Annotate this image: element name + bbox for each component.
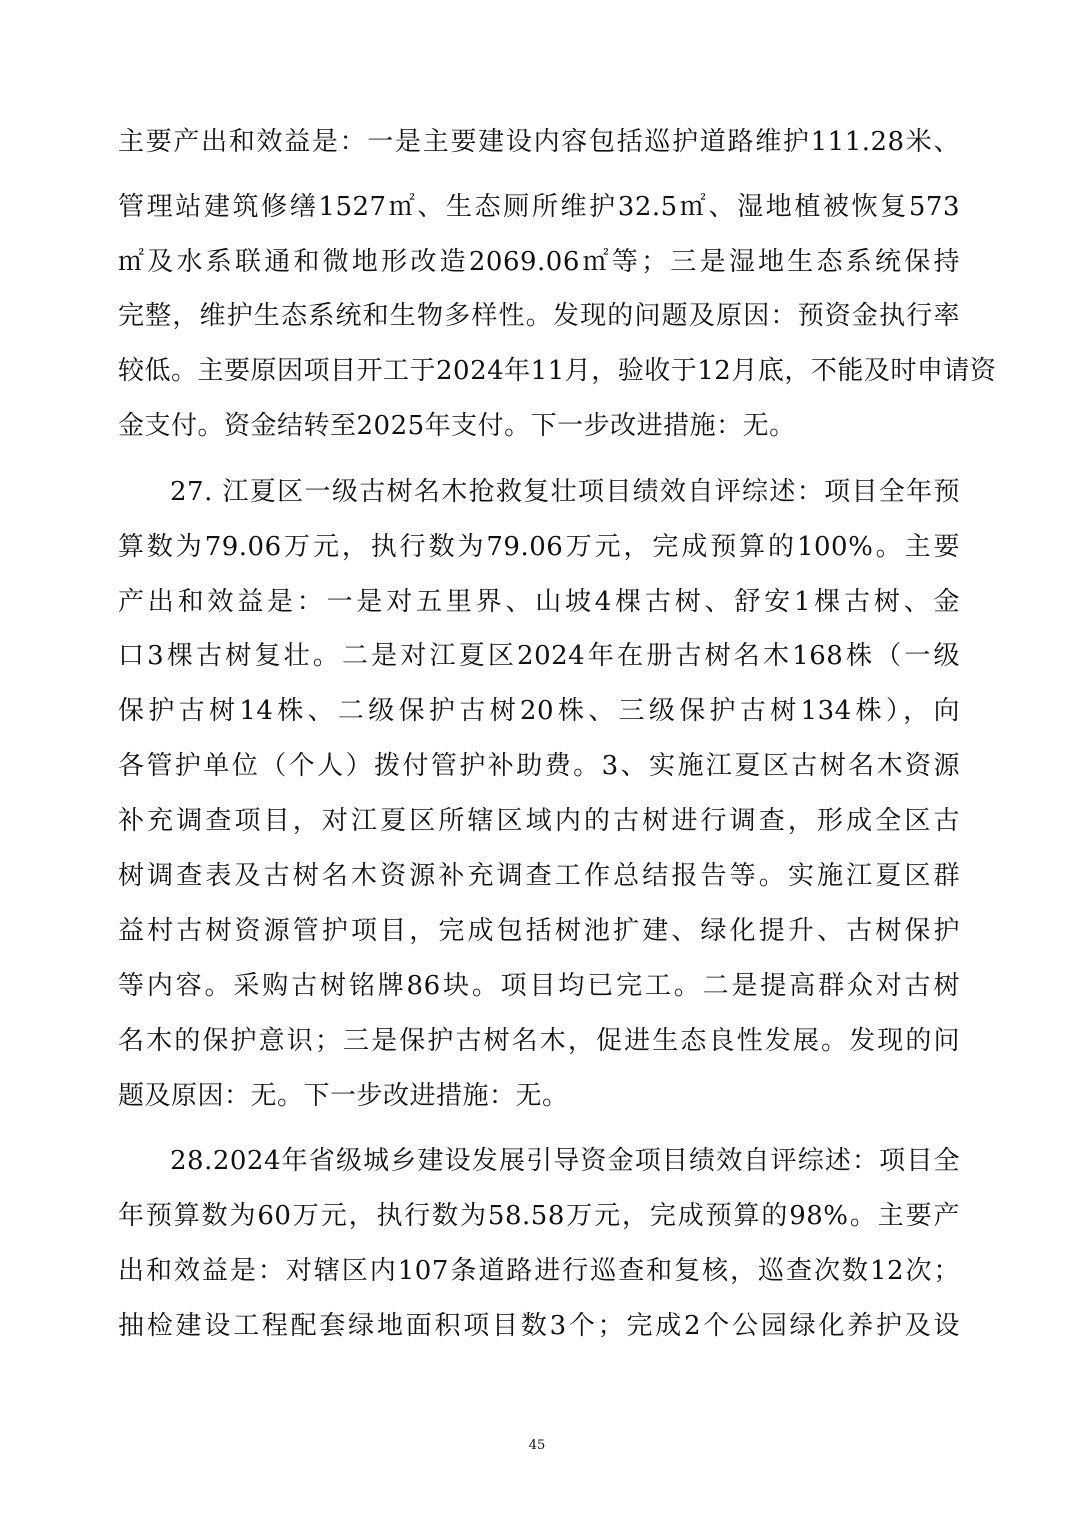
- text-line: 金支付。资金结转至2025年支付。下一步改进措施：无。: [118, 411, 796, 441]
- text-line: 主要产出和效益是：一是主要建设内容包括巡护道路维护111.28米、: [118, 127, 960, 157]
- text-line: 产出和效益是：一是对五里界、山坡4棵古树、舒安1棵古树、金: [118, 587, 960, 617]
- text-line: 完整，维护生态系统和生物多样性。发现的问题及原因：预资金执行率: [118, 301, 960, 331]
- text-line: 保护古树14株、二级保护古树20株、三级保护古树134株），向: [118, 696, 960, 726]
- text-line: 树调查表及古树名木资源补充调查工作总结报告等。实施江夏区群: [118, 861, 960, 891]
- text-line: 27. 江夏区一级古树名木抢救复壮项目绩效自评综述：项目全年预: [170, 477, 960, 507]
- text-line: 抽检建设工程配套绿地面积项目数3个；完成2个公园绿化养护及设: [118, 1311, 960, 1341]
- text-line: 较低。主要原因项目开工于2024年11月，验收于12月底，不能及时申请资: [118, 356, 997, 386]
- text-line: ㎡及水系联通和微地形改造2069.06㎡等；三是湿地生态系统保持: [118, 247, 960, 277]
- text-line: 口3棵古树复壮。二是对江夏区2024年在册古树名木168株（一级: [118, 641, 960, 671]
- text-line: 算数为79.06万元，执行数为79.06万元，完成预算的100%。主要: [118, 532, 960, 562]
- text-line: 年预算数为60万元，执行数为58.58万元，完成预算的98%。主要产: [118, 1201, 960, 1231]
- text-line: 补充调查项目，对江夏区所辖区域内的古树进行调查，形成全区古: [118, 806, 960, 836]
- page-number: 45: [528, 1438, 546, 1453]
- text-line: 管理站建筑修缮1527㎡、生态厕所维护32.5㎡、湿地植被恢复573: [118, 192, 960, 222]
- text-line: 28.2024年省级城乡建设发展引导资金项目绩效自评综述：项目全: [170, 1146, 960, 1176]
- text-line: 出和效益是：对辖区内107条道路进行巡查和复核，巡查次数12次；: [118, 1256, 960, 1286]
- text-line: 名木的保护意识；三是保护古树名木，促进生态良性发展。发现的问: [118, 1026, 960, 1056]
- text-line: 益村古树资源管护项目，完成包括树池扩建、绿化提升、古树保护: [118, 916, 960, 946]
- text-line: 等内容。采购古树铭牌86块。项目均已完工。二是提高群众对古树: [118, 971, 960, 1001]
- text-line: 各管护单位（个人）拨付管护补助费。3、实施江夏区古树名木资源: [118, 751, 960, 781]
- text-line: 题及原因：无。下一步改进措施：无。: [118, 1081, 569, 1111]
